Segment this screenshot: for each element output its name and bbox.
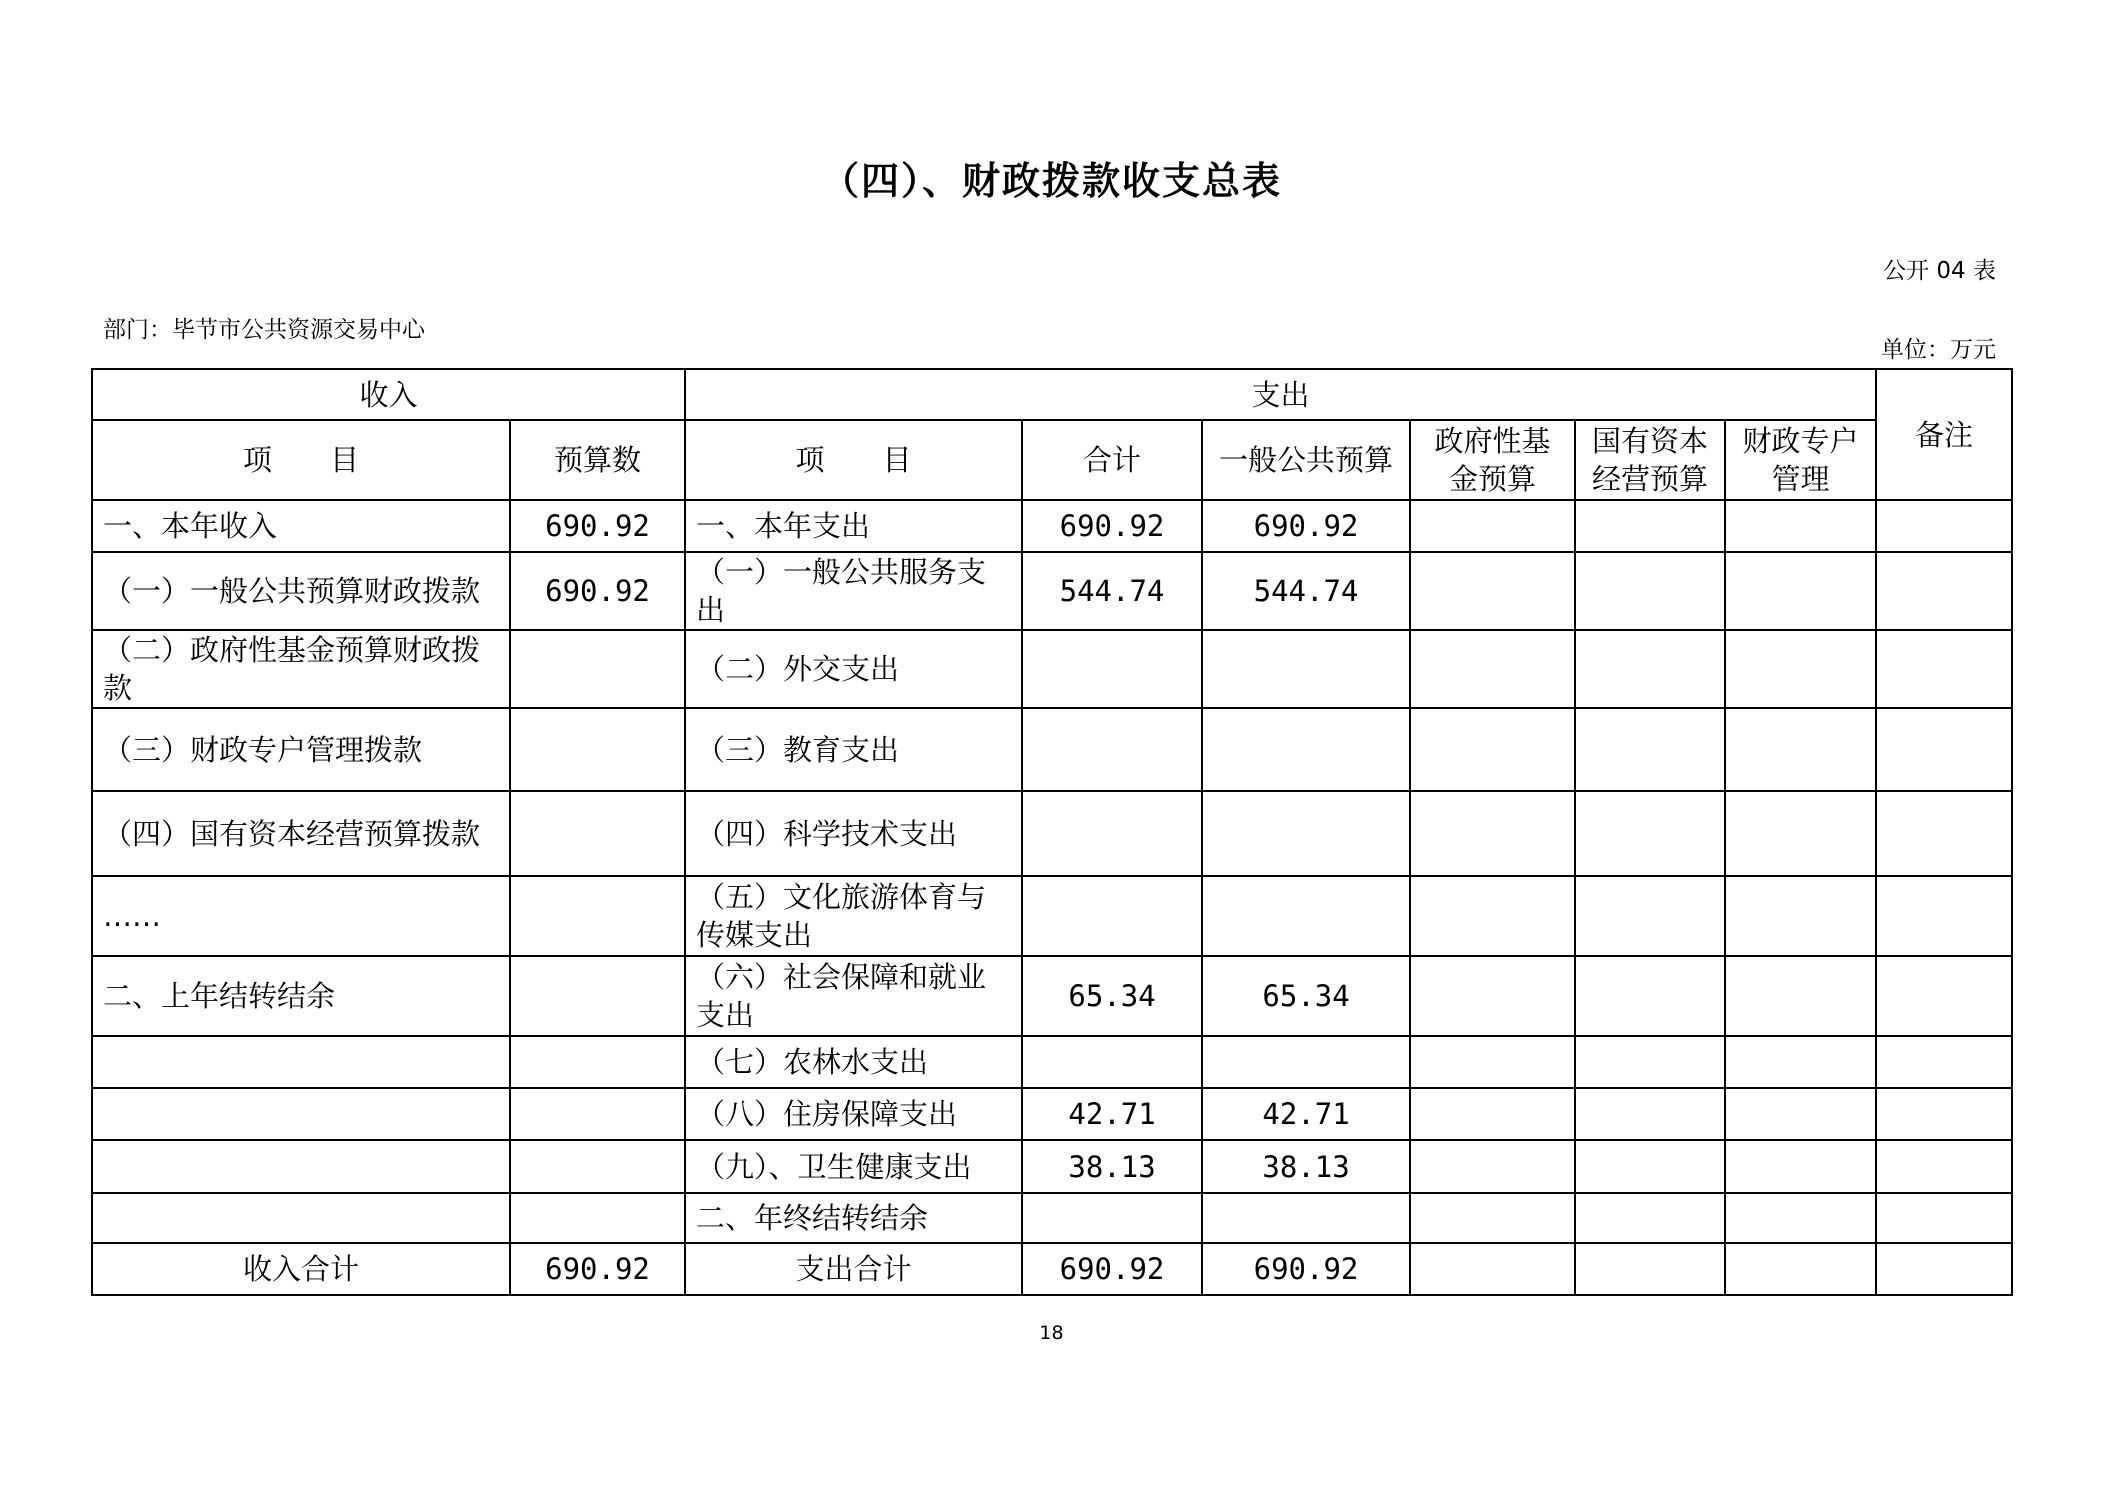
expense-state-capital	[1575, 500, 1725, 552]
header-row-2	[92, 420, 2012, 500]
income-total-label: 收入合计	[92, 1243, 510, 1295]
expense-general: 65.34	[1202, 956, 1410, 1036]
income-budget	[510, 1088, 685, 1140]
table-row	[92, 956, 2012, 1036]
remark	[1876, 1140, 2012, 1193]
expense-item: （五）文化旅游体育与传媒支出	[685, 876, 1022, 956]
income-budget	[510, 791, 685, 876]
expense-fund-total	[1410, 1243, 1575, 1295]
income-budget-header: 预算数	[510, 420, 685, 500]
expense-item: （六）社会保障和就业支出	[685, 956, 1022, 1036]
income-item: （一）一般公共预算财政拨款	[92, 552, 510, 630]
expense-special	[1725, 500, 1876, 552]
income-item-header: 项 目	[92, 420, 510, 500]
expense-fund	[1410, 1193, 1575, 1243]
income-item	[92, 1193, 510, 1243]
expense-state-capital	[1575, 876, 1725, 956]
remark	[1876, 876, 2012, 956]
expense-total	[1022, 1036, 1202, 1088]
remark	[1876, 1036, 2012, 1088]
fund-budget-header: 政府性基金预算	[1410, 420, 1575, 500]
expense-general	[1202, 630, 1410, 708]
expense-total-value: 690.92	[1022, 1243, 1202, 1295]
income-budget	[510, 1140, 685, 1193]
expense-general: 38.13	[1202, 1140, 1410, 1193]
income-header: 收入	[92, 369, 685, 420]
income-total-value: 690.92	[510, 1243, 685, 1295]
remark	[1876, 500, 2012, 552]
expense-item: （九）、卫生健康支出	[685, 1140, 1022, 1193]
table-row	[92, 1088, 2012, 1140]
remark	[1876, 791, 2012, 876]
expense-fund	[1410, 500, 1575, 552]
expense-general	[1202, 876, 1410, 956]
department-label: 部门：毕节市公共资源交易中心	[103, 317, 425, 343]
income-item: 二、上年结转结余	[92, 956, 510, 1036]
table-row	[92, 1036, 2012, 1088]
income-budget	[510, 1036, 685, 1088]
expense-fund	[1410, 956, 1575, 1036]
expense-state-capital	[1575, 630, 1725, 708]
header-row-1	[92, 369, 2012, 420]
remark	[1876, 1193, 2012, 1243]
expense-total	[1022, 1193, 1202, 1243]
remark	[1876, 552, 2012, 630]
expense-general	[1202, 1193, 1410, 1243]
expense-item: （七）农林水支出	[685, 1036, 1022, 1088]
expense-special	[1725, 1193, 1876, 1243]
expense-general: 544.74	[1202, 552, 1410, 630]
expense-total: 42.71	[1022, 1088, 1202, 1140]
income-item: 一、本年收入	[92, 500, 510, 552]
income-budget	[510, 876, 685, 956]
remark-header: 备注	[1876, 369, 2012, 500]
income-budget	[510, 1193, 685, 1243]
table-row	[92, 552, 2012, 630]
expense-general: 690.92	[1202, 500, 1410, 552]
expense-special	[1725, 630, 1876, 708]
income-item: （二）政府性基金预算财政拨款	[92, 630, 510, 708]
income-item	[92, 1088, 510, 1140]
expense-state-capital	[1575, 1036, 1725, 1088]
expense-item: （一）一般公共服务支出	[685, 552, 1022, 630]
table-row	[92, 708, 2012, 791]
income-budget: 690.92	[510, 552, 685, 630]
income-item	[92, 1036, 510, 1088]
expense-fund	[1410, 630, 1575, 708]
expense-item: （三）教育支出	[685, 708, 1022, 791]
expense-item: （二）外交支出	[685, 630, 1022, 708]
expense-total: 690.92	[1022, 500, 1202, 552]
income-budget: 690.92	[510, 500, 685, 552]
totals-row	[92, 1243, 2012, 1295]
remark-total	[1876, 1243, 2012, 1295]
expense-total	[1022, 708, 1202, 791]
table-row	[92, 1193, 2012, 1243]
remark	[1876, 1088, 2012, 1140]
expense-special	[1725, 956, 1876, 1036]
table-row	[92, 500, 2012, 552]
expense-total: 38.13	[1022, 1140, 1202, 1193]
expense-state-capital	[1575, 552, 1725, 630]
expense-state-capital	[1575, 956, 1725, 1036]
form-number: 公开 04 表	[1883, 258, 1996, 284]
expense-state-capital	[1575, 708, 1725, 791]
income-budget	[510, 630, 685, 708]
table-row	[92, 630, 2012, 708]
income-item	[92, 1140, 510, 1193]
expense-state-capital-total	[1575, 1243, 1725, 1295]
expense-fund	[1410, 708, 1575, 791]
expense-special	[1725, 552, 1876, 630]
expense-total: 544.74	[1022, 552, 1202, 630]
expense-item-header: 项 目	[685, 420, 1022, 500]
income-budget	[510, 708, 685, 791]
expense-item: （八）住房保障支出	[685, 1088, 1022, 1140]
special-account-header: 财政专户管理	[1725, 420, 1876, 500]
expense-state-capital	[1575, 791, 1725, 876]
table-row	[92, 1140, 2012, 1193]
expense-general	[1202, 708, 1410, 791]
expense-fund	[1410, 876, 1575, 956]
income-budget	[510, 956, 685, 1036]
expense-special-total	[1725, 1243, 1876, 1295]
table-row	[92, 876, 2012, 956]
expense-fund	[1410, 552, 1575, 630]
budget-table	[91, 368, 2013, 1296]
expense-special	[1725, 791, 1876, 876]
total-header: 合计	[1022, 420, 1202, 500]
expense-general-total: 690.92	[1202, 1243, 1410, 1295]
expense-total: 65.34	[1022, 956, 1202, 1036]
expense-state-capital	[1575, 1193, 1725, 1243]
expense-general	[1202, 791, 1410, 876]
expense-fund	[1410, 1036, 1575, 1088]
expense-special	[1725, 1036, 1876, 1088]
income-item: ……	[92, 876, 510, 956]
expense-special	[1725, 1140, 1876, 1193]
expense-total	[1022, 630, 1202, 708]
state-capital-header: 国有资本经营预算	[1575, 420, 1725, 500]
expense-special	[1725, 708, 1876, 791]
expense-special	[1725, 1088, 1876, 1140]
expense-state-capital	[1575, 1088, 1725, 1140]
remark	[1876, 708, 2012, 791]
expense-header: 支出	[685, 369, 1876, 420]
expense-total	[1022, 791, 1202, 876]
expense-fund	[1410, 1140, 1575, 1193]
remark	[1876, 956, 2012, 1036]
expense-fund	[1410, 1088, 1575, 1140]
unit-label: 单位：万元	[1881, 337, 1996, 363]
expense-item: 二、年终结转结余	[685, 1193, 1022, 1243]
expense-state-capital	[1575, 1140, 1725, 1193]
expense-total-label: 支出合计	[685, 1243, 1022, 1295]
expense-special	[1725, 876, 1876, 956]
table-row	[92, 791, 2012, 876]
page-title: （四）、财政拨款收支总表	[820, 159, 1282, 203]
expense-general	[1202, 1036, 1410, 1088]
income-item: （三）财政专户管理拨款	[92, 708, 510, 791]
expense-general: 42.71	[1202, 1088, 1410, 1140]
expense-total	[1022, 876, 1202, 956]
general-budget-header: 一般公共预算	[1202, 420, 1410, 500]
expense-fund	[1410, 791, 1575, 876]
income-item: （四）国有资本经营预算拨款	[92, 791, 510, 876]
remark	[1876, 630, 2012, 708]
expense-item: 一、本年支出	[685, 500, 1022, 552]
expense-item: （四）科学技术支出	[685, 791, 1022, 876]
page-number: 18	[1039, 1322, 1064, 1344]
